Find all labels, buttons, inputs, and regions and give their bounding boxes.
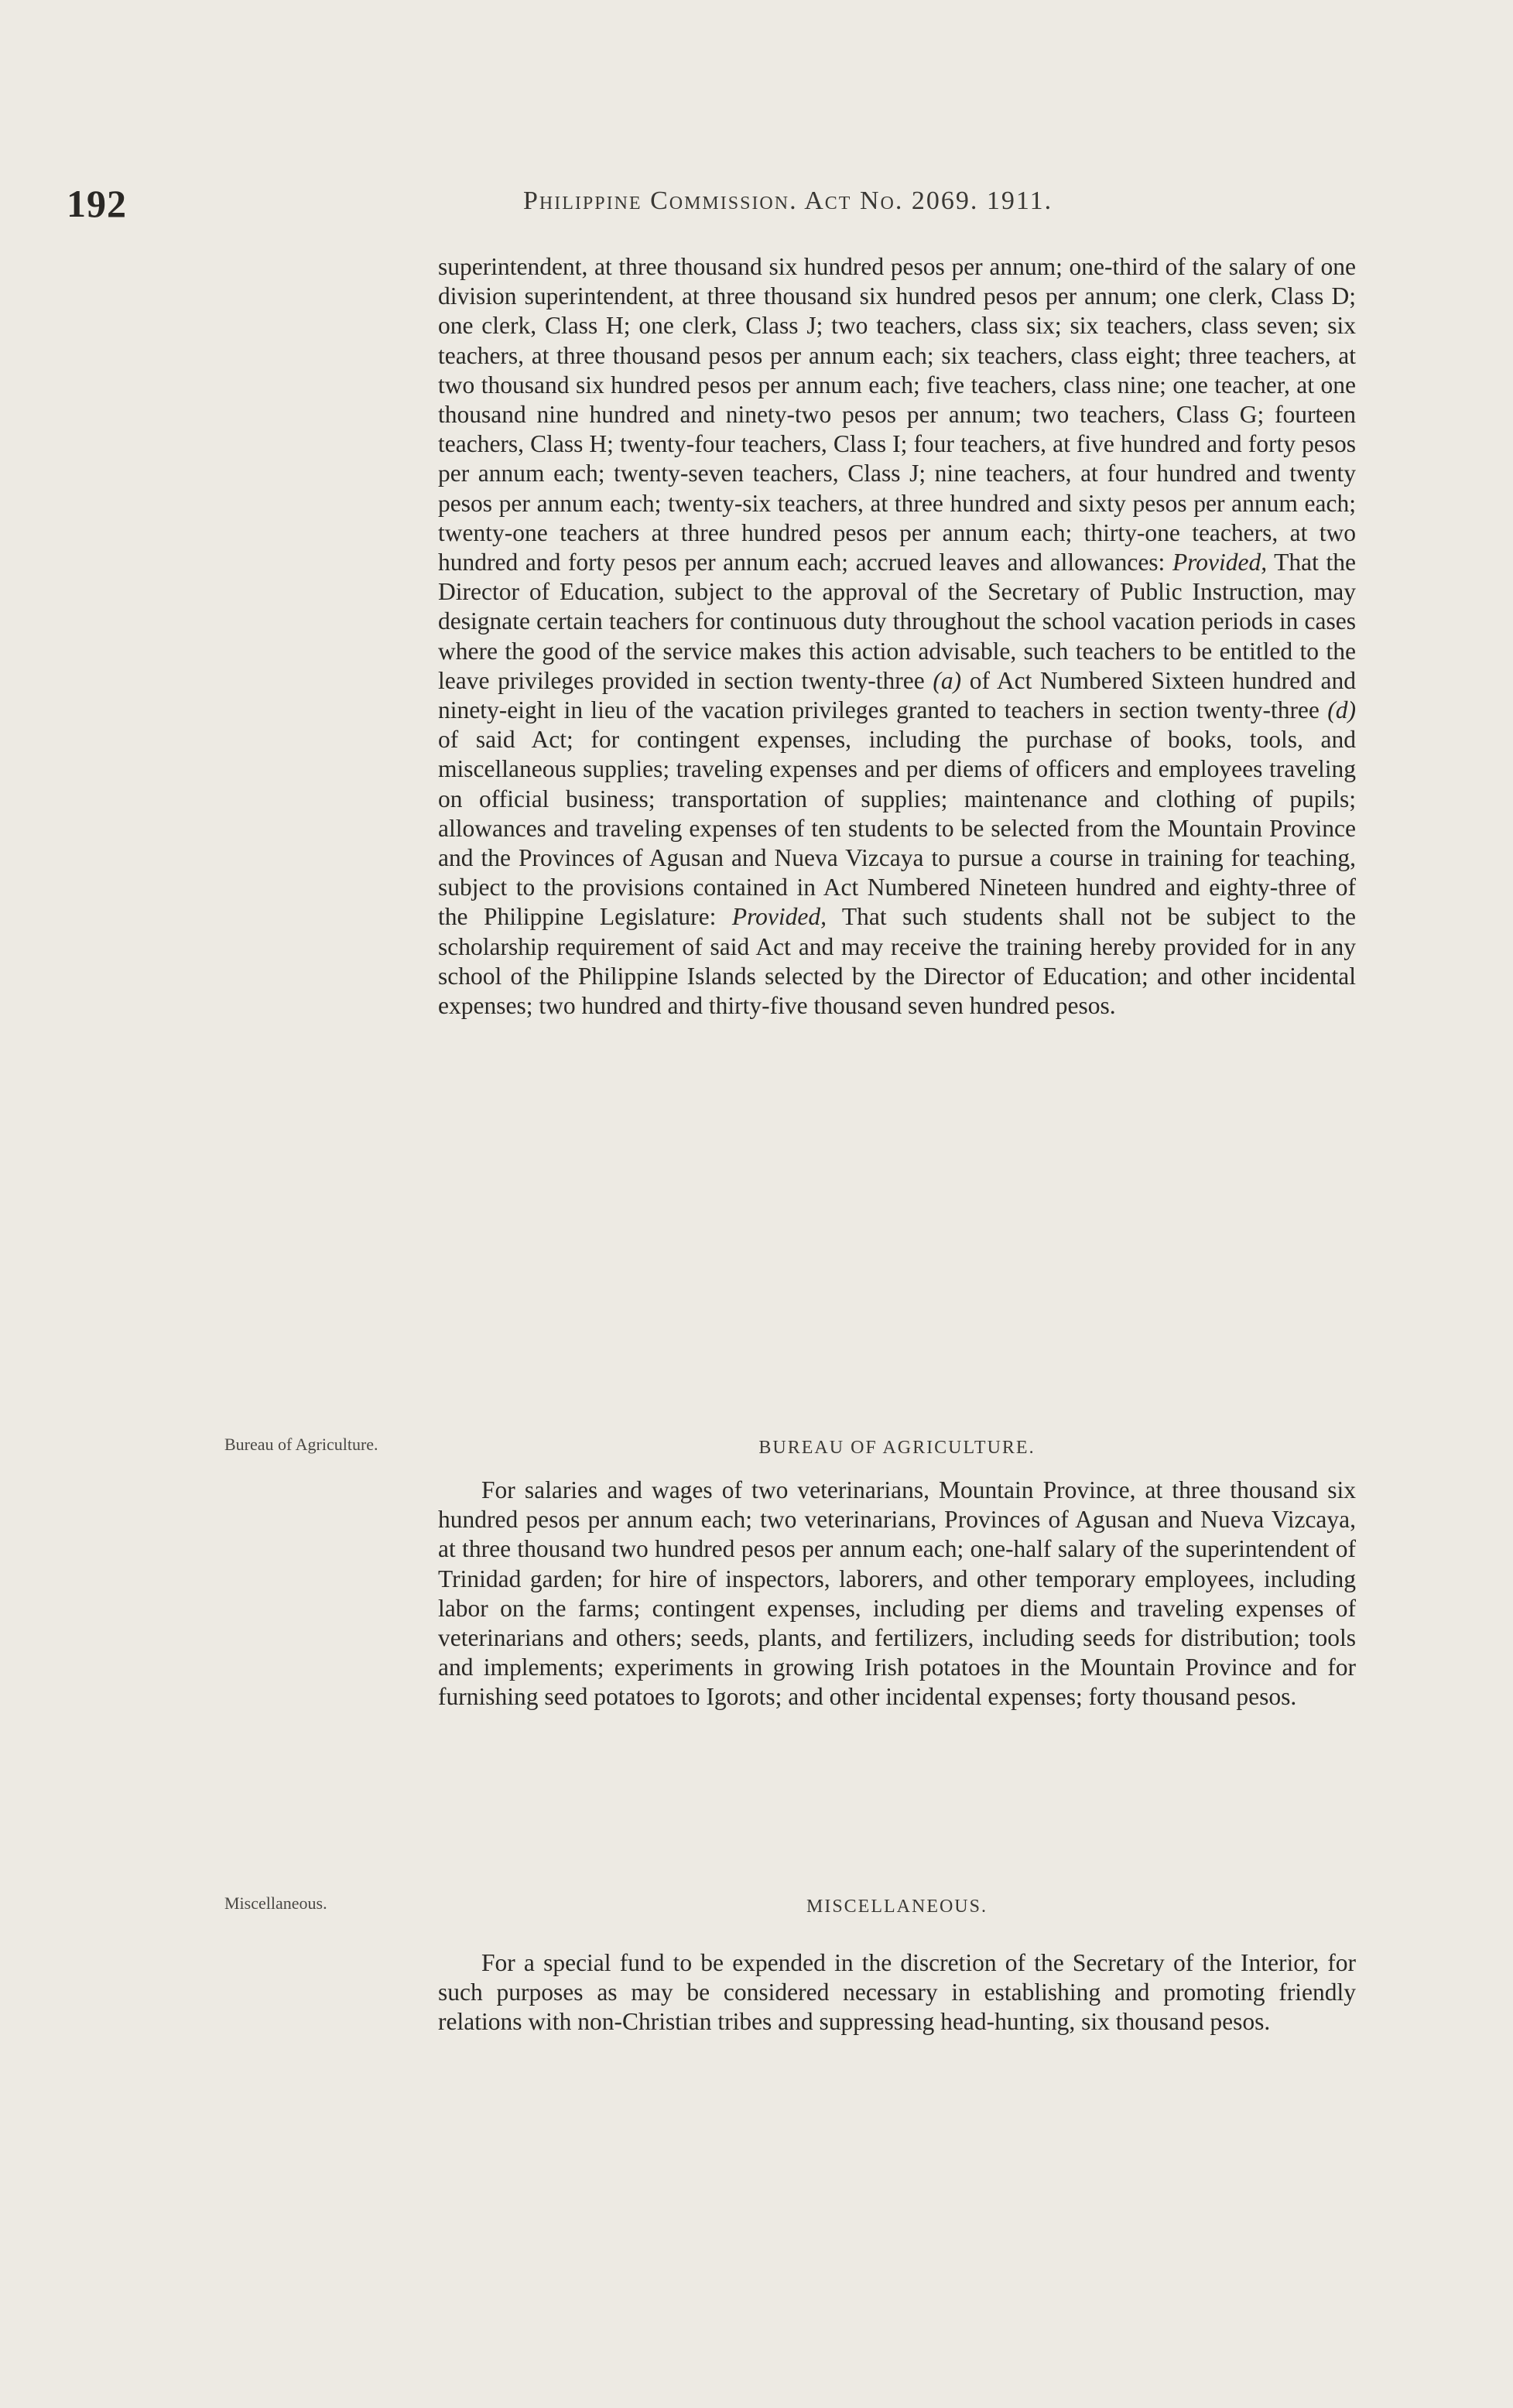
- subsection-ref-d: (d): [1327, 696, 1356, 724]
- subsection-ref-a: (a): [933, 666, 962, 694]
- paragraph-text-part-4: of said Act; for contingent expenses, including the purchase of books, tools, and miscellaneous supplies; traveling expenses and per diems of officers and employees traveling on official business; transportation of supplies; maintenance and clothing of pupils; allowances and traveling expenses of ten students to be selected from the Mountain Province and the Provinces of Agusan and Nueva Vizcaya to pursue a course in training for teaching, subject to the provisions contained in Act Numbered Nineteen hundred and eighty-three of the Philippine Legislature:: [438, 726, 1356, 931]
- section-heading-agriculture: BUREAU OF AGRICULTURE.: [758, 1438, 1035, 1458]
- education-appropriation-paragraph: [438, 252, 1356, 1021]
- paragraph-text-part-2: That the Director of Education, subject to the approval of the Secretary of Public Instruction, may designate certain teachers for continuous duty throughout the school vacation periods in cases where the good of the service makes this action advisable, such teachers to be entitled to the leave privileges provided in section twenty-three: [438, 549, 1356, 694]
- margin-note-agriculture: Bureau of Agriculture.: [224, 1435, 378, 1454]
- margin-note-miscellaneous: Miscellaneous.: [224, 1893, 327, 1913]
- agriculture-paragraph: For salaries and wages of two veterinarians, Mountain Province, at three thousand six hundred pesos per annum each; two veterinarians, Provinces of Agusan and Nueva Vizcaya, at three thousand two hundred pesos per annum each; one-half salary of the superintendent of Trinidad garden; for hire of inspectors, laborers, and other temporary employees, including labor on the farms; contingent expenses, including per diems and traveling expenses of veterinarians and others; seeds, plants, and fertilizers, including seeds for distribution; tools and implements; experiments in growing Irish potatoes in the Mountain Province and for furnishing seed potatoes to Igorots; and other incidental expenses; forty thousand pesos.: [438, 1476, 1356, 1711]
- paragraph-text-part-5: That such students shall not be subject to the scholarship requirement of said Act and may receive the training hereby provided for in any school of the Philippine Islands selected by the Director of Education; and other incidental expenses; two hundred and thirty-five thousand seven hundred pesos.: [438, 903, 1357, 1020]
- section-heading-miscellaneous: MISCELLANEOUS.: [806, 1897, 988, 1917]
- paragraph-text-part-3: of Act Numbered Sixteen hundred and ninety-eight in lieu of the vacation privileges granted to teachers in section twenty-three: [438, 666, 1357, 724]
- page-number: 192: [67, 182, 127, 225]
- running-head: Philippine Commission. Act No. 2069. 1911.: [523, 186, 1053, 215]
- proviso-word: Provided,: [1172, 549, 1268, 576]
- miscellaneous-paragraph: For a special fund to be expended in the discretion of the Secretary of the Interior, for such purposes as may be considered necessary in establishing and promoting friendly relations with non-Christian tribes and suppressing head-hunting, six thousand pesos.: [438, 1949, 1356, 2036]
- paragraph-text-part-1: superintendent, at three thousand six hundred pesos per annum; one-third of the salary of one division superintendent, at three thousand six hundred pesos per annum; one clerk, Class D; one clerk, Class H; one clerk, Class J; two teachers, class six; six teachers, class seven; six teachers, at three thousand pesos per annum each; six teachers, class eight; three teachers, at two thousand six hundred pesos per annum each; five teachers, class nine; one teacher, at one thousand nine hundred and ninety-two pesos per annum; two teachers, Class G; fourteen teachers, Class H; twenty-four teachers, Class I; four teachers, at five hundred and forty pesos per annum each; twenty-seven teachers, Class J; nine teachers, at four hundred and twenty pesos per annum each; twenty-six teachers, at three hundred and sixty pesos per annum each; twenty-one teachers at three hundred pesos per annum each; thirty-one teachers, at two hundred and forty pesos per annum each; accrued leaves and allowances:: [438, 253, 1356, 576]
- proviso-word: Provided,: [731, 903, 827, 931]
